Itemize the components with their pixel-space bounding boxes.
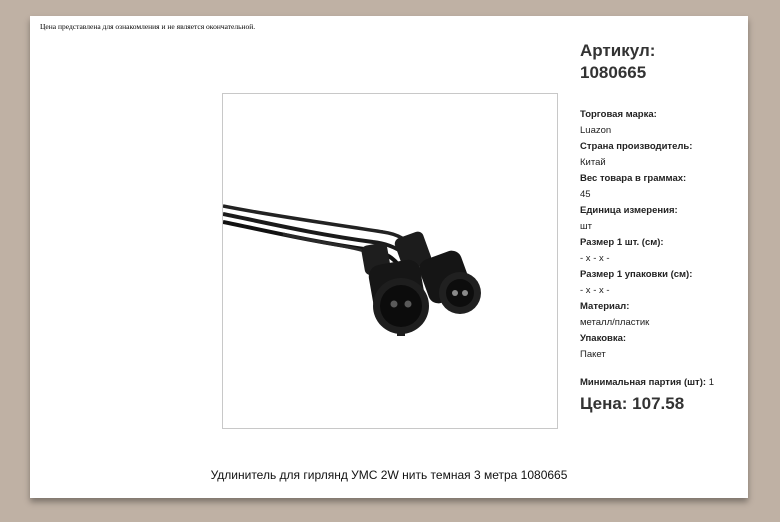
attribute-value: Luazon — [580, 125, 612, 136]
minimum-batch-label: Минимальная партия (шт): — [580, 377, 707, 388]
product-photo — [222, 93, 558, 429]
attribute-label: Размер 1 шт. (см): — [580, 237, 664, 248]
attribute-value: металл/пластик — [580, 317, 650, 328]
minimum-batch-value: 1 — [708, 377, 714, 388]
product-title: Удлинитель для гирлянд УМС 2W нить темная 3 метра 1080665 — [210, 468, 568, 482]
price-disclaimer: Цена представлена для ознакомления и не является окончательной. — [40, 22, 256, 31]
product-info — [580, 40, 748, 414]
article-label: Артикул: — [580, 41, 656, 60]
price: Цена: 107.58 — [580, 394, 685, 413]
attribute-value: - x - x - — [580, 253, 610, 264]
article-number: 1080665 — [580, 63, 647, 82]
attribute-label: Упаковка: — [580, 333, 627, 344]
attribute-label: Материал: — [580, 301, 630, 312]
attribute-value: 45 — [580, 189, 591, 200]
connector-cable-image — [223, 94, 557, 428]
attribute-label: Страна производитель: — [580, 141, 693, 152]
minimum-batch — [580, 377, 748, 388]
attribute-label: Вес товара в граммах: — [580, 173, 687, 184]
attribute-list — [580, 107, 748, 363]
catalog-sheet — [30, 16, 748, 498]
attribute-value: - x - x - — [580, 285, 610, 296]
attribute-label: Единица измерения: — [580, 205, 678, 216]
attribute-label: Торговая марка: — [580, 109, 657, 120]
attribute-value: Пакет — [580, 349, 606, 360]
attribute-value: Китай — [580, 157, 606, 168]
attribute-value: шт — [580, 221, 592, 232]
attribute-label: Размер 1 упаковки (см): — [580, 269, 693, 280]
